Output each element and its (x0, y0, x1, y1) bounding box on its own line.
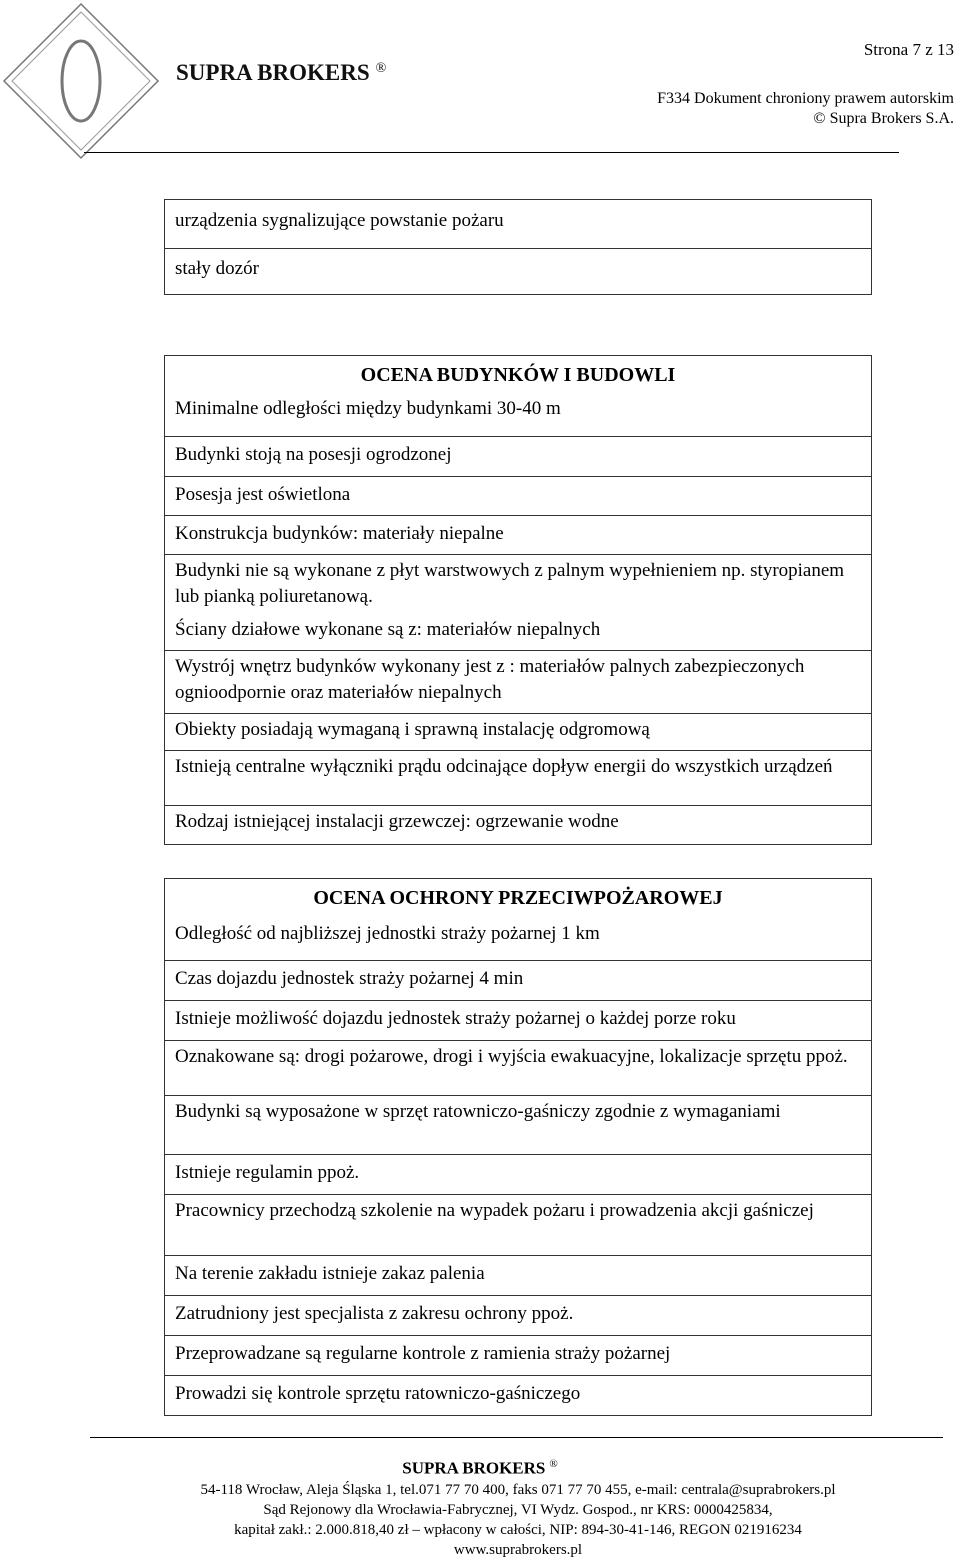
table-row: stały dozór (165, 248, 871, 294)
table-row: Ściany działowe wykonane są z: materiałów niepalnych (175, 619, 601, 640)
table-row: Budynki nie są wykonane z płyt warstwowych z palnym wypełnieniem np. styropianem lub pianką poliuretanową. (165, 554, 871, 617)
fire-protection-table (164, 878, 872, 1416)
footer-capital: kapitał zakł.: 2.000.818,40 zł – wpłacony w całości, NIP: 894-30-41-146, REGON 021916234 (234, 1522, 802, 1538)
footer-divider (90, 1437, 943, 1438)
table-row: Rodzaj istniejącej instalacji grzewczej: ogrzewanie wodne (165, 805, 871, 844)
table-row: Istnieją centralne wyłączniki prądu odcinające dopływ energii do wszystkich urządzeń (165, 750, 871, 805)
table-row: Budynki są wyposażone w sprzęt ratowniczo-gaśniczy zgodnie z wymaganiami (165, 1095, 871, 1154)
registered-mark: ® (375, 61, 387, 76)
table-row: Obiekty posiadają wymaganą i sprawną instalację odgromową (165, 713, 871, 750)
header-divider (84, 152, 899, 153)
company-logo (2, 2, 160, 160)
table-row: Posesja jest oświetlona (165, 476, 871, 515)
table-row: Konstrukcja budynków: materiały niepalne (165, 515, 871, 554)
table-row: Istnieje możliwość dojazdu jednostek straży pożarnej o każdej porze roku (165, 1000, 871, 1040)
table-row: urządzenia sygnalizujące powstanie pożaru (175, 210, 504, 231)
header-brand: SUPRA BROKERS ® (176, 60, 387, 85)
footer-brand: SUPRA BROKERS ® (402, 1458, 558, 1478)
table-row: Zatrudniony jest specjalista z zakresu ochrony ppoż. (165, 1295, 871, 1335)
footer-website[interactable]: www.suprabrokers.pl (453, 1542, 583, 1558)
footer-address: 54-118 Wrocław, Aleja Śląska 1, tel.071 77 70 400, faks 071 77 70 455, e-mail: centrala@suprabrokers.pl (200, 1482, 836, 1498)
table-row: Pracownicy przechodzą szkolenie na wypadek pożaru i prowadzenia akcji gaśniczej (165, 1194, 871, 1255)
section-heading: OCENA OCHRONY PRZECIWPOŻAROWEJ (313, 887, 723, 909)
registered-mark: ® (549, 1458, 558, 1470)
table-row: Odległość od najbliższej jednostki straży pożarnej 1 km (175, 923, 600, 944)
table-row: Czas dojazdu jednostek straży pożarnej 4 min (165, 960, 871, 1000)
copyright-notice: F334 Dokument chroniony prawem autorskim (657, 90, 954, 107)
buildings-assessment-table (164, 355, 872, 845)
table-row: Prowadzi się kontrole sprzętu ratowniczo-gaśniczego (165, 1375, 871, 1415)
table-row: Przeprowadzane są regularne kontrole z ramienia straży pożarnej (165, 1335, 871, 1375)
copyright-owner: © Supra Brokers S.A. (813, 110, 954, 127)
table-row: Wystrój wnętrz budynków wykonany jest z : materiałów palnych zabezpieczonych ognioodpornie oraz materiałów niepalnych (165, 650, 871, 713)
protection-table (164, 199, 872, 295)
table-row: Istnieje regulamin ppoż. (165, 1154, 871, 1194)
section-heading: OCENA BUDYNKÓW I BUDOWLI (360, 364, 676, 386)
table-row: Budynki stoją na posesji ogrodzonej (165, 436, 871, 476)
footer-court-registry: Sąd Rejonowy dla Wrocławia-Fabrycznej, VI Wydz. Gospod., nr KRS: 0000425834, (263, 1502, 773, 1518)
table-row: Minimalne odległości między budynkami 30-40 m (175, 398, 561, 419)
table-row: Oznakowane są: drogi pożarowe, drogi i wyjścia ewakuacyjne, lokalizacje sprzętu ppoż. (165, 1040, 871, 1095)
table-row: Na terenie zakładu istnieje zakaz palenia (165, 1255, 871, 1295)
page-number: Strona 7 z 13 (863, 40, 954, 59)
